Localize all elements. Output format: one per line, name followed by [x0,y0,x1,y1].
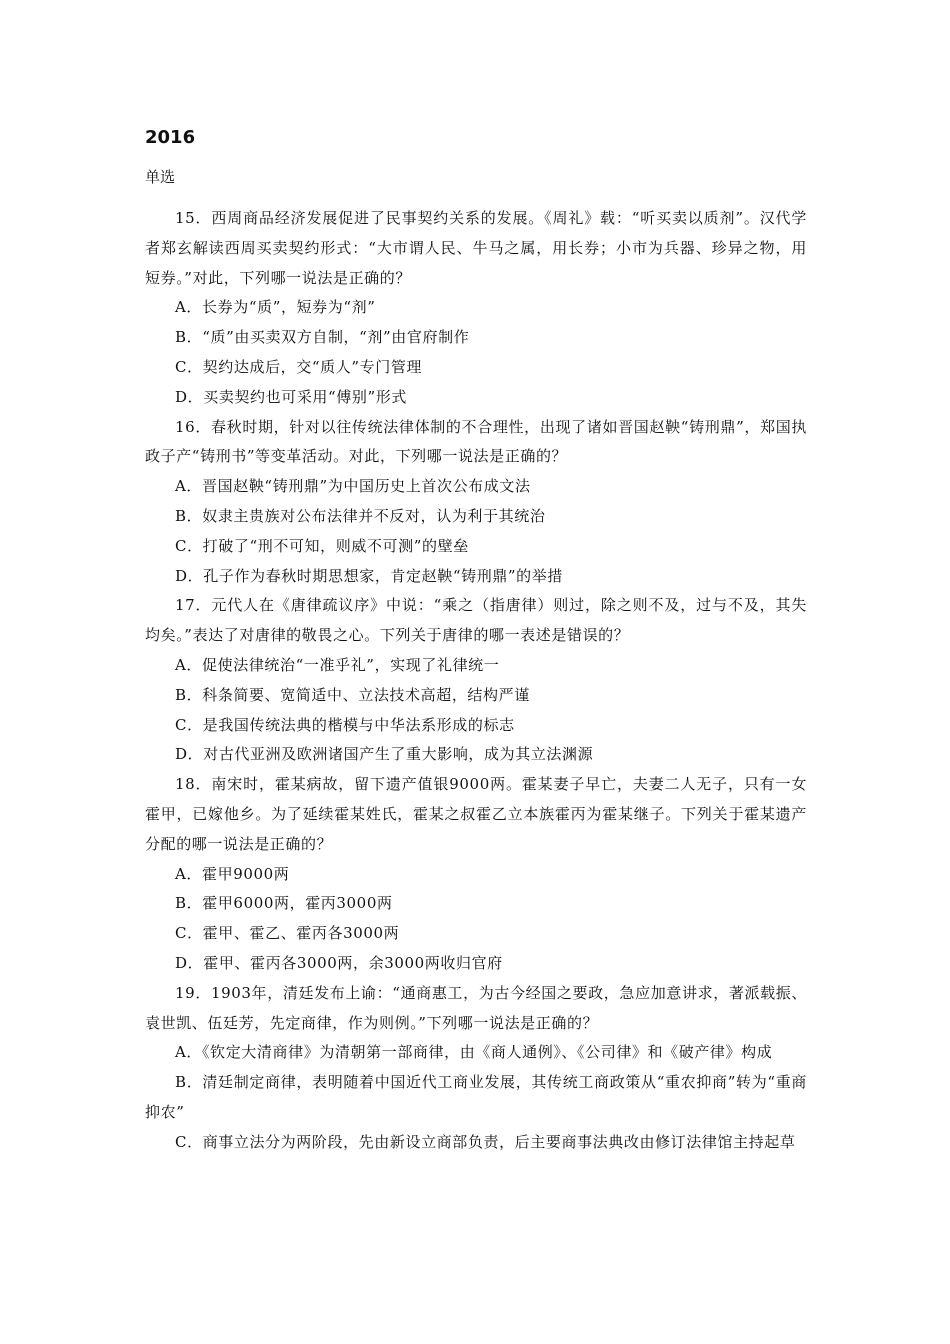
option-b: B．霍甲6000两，霍丙3000两 [175,894,393,913]
year-heading: 2016 [145,127,196,148]
question-stem: 15．西周商品经济发展促进了民事契约关系的发展。《周礼》载：“听买卖以质剂”。汉代学者郑玄解读西周买卖契约形式：“大市谓人民、牛马之属，用长券；小市为兵器、珍异之物，用短券。”对此，下列哪一说法是正确的？ [145,209,807,287]
option-c: C．商事立法分为两阶段，先由新设立商部负责，后主要商事法典改由修订法律馆主持起草 [175,1132,796,1151]
question-stem: 17．元代人在《唐律疏议序》中说：“乘之（指唐律）则过，除之则不及，过与不及，其失均矣。”表达了对唐律的敬畏之心。下列关于唐律的哪一表述是错误的？ [145,596,807,645]
question-stem: 19．1903年，清廷发布上谕：“通商惠工，为古今经国之要政，急应加意讲求，著派载振、袁世凯、伍廷芳，先定商律，作为则例。”下列哪一说法是正确的？ [145,983,807,1032]
option-a: A．霍甲9000两 [175,864,290,883]
option-c: C．打破了“刑不可知，则威不可测”的壁垒 [175,536,469,555]
option-d: D．霍甲、霍丙各3000两，余3000两收归官府 [175,953,503,972]
question-16 [145,413,807,592]
question-stem: 16．春秋时期，针对以往传统法律体制的不合理性，出现了诸如晋国赵鞅“铸刑鼎”，郑国执政子产“铸刑书”等变革活动。对此，下列哪一说法是正确的？ [145,417,807,466]
option-d: D．孔子作为春秋时期思想家，肯定赵鞅“铸刑鼎”的举措 [175,566,563,585]
question-15 [145,204,807,413]
question-list [145,204,807,1158]
option-d: D．对古代亚洲及欧洲诸国产生了重大影响，成为其立法渊源 [175,745,594,764]
option-b: B．奴隶主贵族对公布法律并不反对，认为利于其统治 [175,506,546,525]
option-b: B．清廷制定商律，表明随着中国近代工商业发展，其传统工商政策从“重农抑商”转为“重商抑农” [145,1073,807,1121]
question-17 [145,591,807,770]
option-a: A．促使法律统治“一准乎礼”，实现了礼律统一 [175,655,500,674]
option-c: C．契约达成后，交“质人”专门管理 [175,357,423,376]
question-18 [145,770,807,979]
question-stem: 18．南宋时，霍某病故，留下遗产值银9000两。霍某妻子早亡，夫妻二人无子，只有一女霍甲，已嫁他乡。为了延续霍某姓氏，霍某之叔霍乙立本族霍丙为霍某继子。下列关于霍某遗产分配的哪一说法是正确的？ [145,775,807,853]
option-b: B．“质”由买卖双方自制，“剂”由官府制作 [175,328,470,347]
option-a: A．晋国赵鞅“铸刑鼎”为中国历史上首次公布成文法 [175,477,531,496]
option-a: A．《钦定大清商律》为清朝第一部商律，由《商人通例》、《公司律》和《破产律》构成 [175,1043,773,1062]
question-19 [145,979,807,1158]
option-a: A．长券为“质”，短券为“剂” [175,298,376,317]
option-d: D．买卖契约也可采用“傅别”形式 [175,387,407,406]
option-b: B．科条简要、宽简适中、立法技术高超，结构严谨 [175,685,530,704]
option-c: C．是我国传统法典的楷模与中华法系形成的标志 [175,715,515,734]
option-c: C．霍甲、霍乙、霍丙各3000两 [175,924,400,943]
section-heading: 单选 [145,168,176,186]
